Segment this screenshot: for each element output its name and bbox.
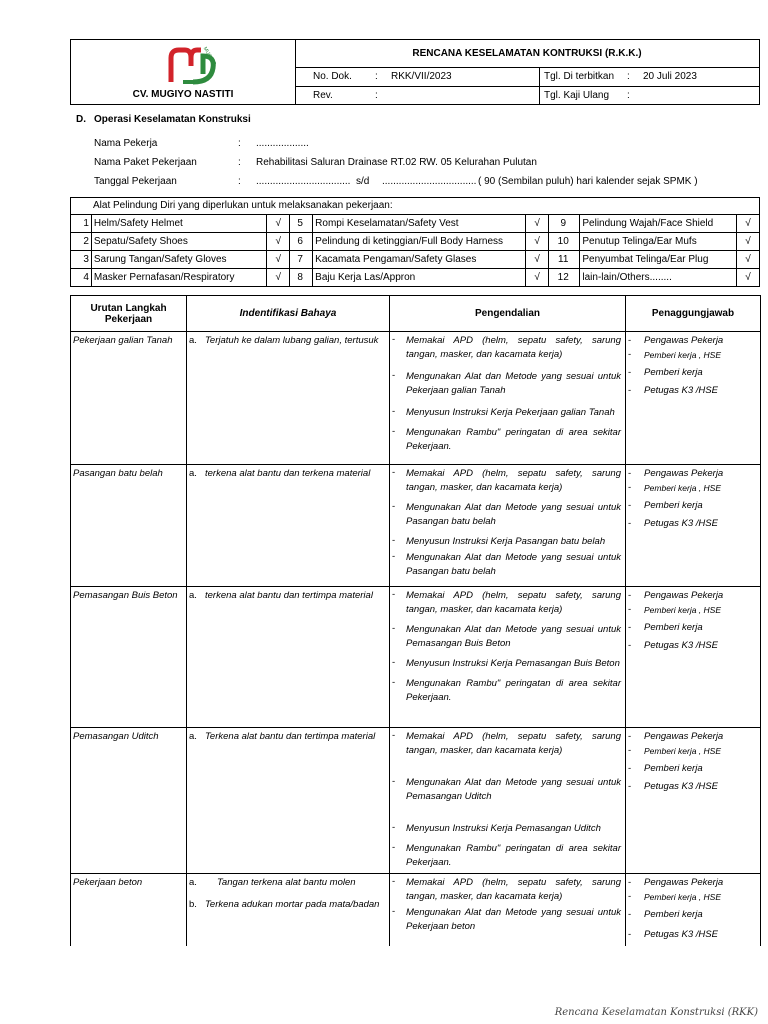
responsible-text: Pemberi kerja <box>644 763 703 774</box>
bullet-dash: - <box>628 891 632 902</box>
section-letter: D. <box>76 114 86 125</box>
work-step-label: Pekerjaan galian Tanah <box>73 335 173 346</box>
apd-number: 3 <box>71 251 92 269</box>
apd-number: 12 <box>549 269 580 287</box>
control-item <box>390 426 625 454</box>
control-text: Mengunakan Alat dan Metode yang sesuai untuk Pasangan batu belah <box>406 502 621 527</box>
apd-number: 2 <box>71 233 92 251</box>
apd-number: 9 <box>549 215 580 233</box>
bullet-dash: - <box>628 604 632 615</box>
company-logo <box>163 46 223 86</box>
bullet-dash: - <box>628 877 632 888</box>
bullet-dash: - <box>392 730 396 741</box>
control-text: Mengunakan Alat dan Metode yang sesuai untuk Pekerjaan beton <box>406 907 621 932</box>
hazard-item <box>187 334 389 348</box>
work-step-label: Pemasangan Buis Beton <box>73 590 178 601</box>
apd-item-label: Helm/Safety Helmet <box>91 215 266 233</box>
tanggal-end: .................................. <box>382 176 477 187</box>
bullet-dash: - <box>628 929 632 940</box>
hazard-item <box>187 876 389 890</box>
hazard-item <box>187 467 389 481</box>
control-text: Mengunakan Rambu" peringatan di area sekitar Pekerjaan. <box>406 678 621 703</box>
bullet-dash: - <box>628 590 632 601</box>
control-item <box>390 776 625 804</box>
control-item <box>390 730 625 758</box>
responsible-cell <box>626 332 761 465</box>
hazard-cell <box>187 587 390 728</box>
apd-check-mark: √ <box>736 215 759 233</box>
control-item <box>390 551 625 579</box>
col-hazard-header: Indentifikasi Bahaya <box>187 296 390 332</box>
control-text: Menyusun Instruksi Kerja Pemasangan Uditch <box>406 823 601 834</box>
responsible-item <box>626 334 760 348</box>
hazard-letter: a. <box>189 731 197 742</box>
bullet-dash: - <box>392 822 396 833</box>
no-dok-colon: : <box>375 71 378 82</box>
bullet-dash: - <box>392 467 396 478</box>
responsible-item <box>626 366 760 380</box>
apd-item-label: Pelindung di ketinggian/Full Body Harness <box>313 233 526 251</box>
hazard-cell <box>187 332 390 465</box>
col-step-header: Urutan Langkah Pekerjaan <box>71 296 187 332</box>
no-dok-label: No. Dok. <box>313 71 352 82</box>
tgl-kaji-label: Tgl. Kaji Ulang <box>544 90 610 101</box>
bullet-dash: - <box>392 842 396 853</box>
work-step <box>71 874 187 946</box>
responsible-item <box>626 762 760 776</box>
control-text: Memakai APD (helm, sepatu safety, sarung tangan, masker, dan kacamata kerja) <box>406 335 621 360</box>
rev-label: Rev. <box>313 90 333 101</box>
apd-number: 10 <box>549 233 580 251</box>
doc-title: RENCANA KESELAMATAN KONTRUKSI (R.K.K.) <box>412 48 642 59</box>
nama-paket-colon: : <box>238 157 241 168</box>
apd-check-mark: √ <box>267 215 290 233</box>
control-item <box>390 406 625 420</box>
hazard-text: terkena alat bantu dan tertimpa material <box>205 590 373 601</box>
work-step-label: Pemasangan Uditch <box>73 731 159 742</box>
page-footer: Rencana Keselamatan Konstruksi (RKK) <box>554 1007 758 1018</box>
responsible-text: Pemberi kerja , HSE <box>644 350 721 360</box>
apd-number: 1 <box>71 215 92 233</box>
bullet-dash: - <box>392 906 396 917</box>
apd-item-label: Rompi Keselamatan/Safety Vest <box>313 215 526 233</box>
apd-number: 8 <box>290 269 313 287</box>
apd-number: 5 <box>290 215 313 233</box>
apd-check-mark: √ <box>526 251 549 269</box>
responsible-text: Pemberi kerja <box>644 909 703 920</box>
hazard-item <box>187 589 389 603</box>
apd-check-mark: √ <box>526 215 549 233</box>
bullet-dash: - <box>628 500 632 511</box>
control-cell <box>390 332 626 465</box>
control-text: Memakai APD (helm, sepatu safety, sarung tangan, masker, dan kacamata kerja) <box>406 590 621 615</box>
hazard-item <box>187 730 389 744</box>
responsible-text: Pengawas Pekerja <box>644 468 724 479</box>
table-row <box>71 728 761 874</box>
responsible-item <box>626 876 760 890</box>
control-item <box>390 623 625 651</box>
apd-number: 11 <box>549 251 580 269</box>
responsible-cell <box>626 465 761 587</box>
responsible-text: Pengawas Pekerja <box>644 590 724 601</box>
responsible-text: Pengawas Pekerja <box>644 335 724 346</box>
hazard-text: Tangan terkena alat bantu molen <box>217 877 356 888</box>
responsible-item <box>626 744 760 758</box>
apd-title: Alat Pelindung Diri yang diperlukan untuk melaksanakan pekerjaan: <box>70 197 760 214</box>
apd-check-mark: √ <box>267 269 290 287</box>
bullet-dash: - <box>392 535 396 546</box>
apd-number: 4 <box>71 269 92 287</box>
work-step-label: Pasangan batu belah <box>73 468 163 479</box>
responsible-item <box>626 384 760 398</box>
bullet-dash: - <box>628 468 632 479</box>
bullet-dash: - <box>392 370 396 381</box>
bullet-dash: - <box>628 385 632 396</box>
apd-row <box>71 233 760 251</box>
control-item <box>390 876 625 904</box>
responsible-text: Petugas K3 /HSE <box>644 385 718 396</box>
control-text: Memakai APD (helm, sepatu safety, sarung tangan, masker, dan kacamata kerja) <box>406 731 621 756</box>
apd-item-label: Sepatu/Safety Shoes <box>91 233 266 251</box>
bullet-dash: - <box>392 334 396 345</box>
responsible-text: Pengawas Pekerja <box>644 731 724 742</box>
bullet-dash: - <box>628 763 632 774</box>
apd-item-label: Masker Pernafasan/Respiratory <box>91 269 266 287</box>
bullet-dash: - <box>392 501 396 512</box>
control-cell <box>390 465 626 587</box>
tanggal-sd: s/d <box>356 176 370 187</box>
apd-check-mark: √ <box>736 269 759 287</box>
hazard-table-wrap <box>70 295 760 946</box>
control-item <box>390 842 625 870</box>
apd-row <box>71 215 760 233</box>
control-item <box>390 370 625 398</box>
responsible-text: Pemberi kerja <box>644 500 703 511</box>
responsible-item <box>626 467 760 481</box>
bullet-dash: - <box>628 335 632 346</box>
control-text: Mengunakan Alat dan Metode yang sesuai untuk Pekerjaan galian Tanah <box>406 371 621 396</box>
nama-pekerja-value: ................... <box>256 138 309 149</box>
responsible-text: Pemberi kerja <box>644 622 703 633</box>
col-control-header: Pengendalian <box>390 296 626 332</box>
responsible-text: Petugas K3 /HSE <box>644 781 718 792</box>
responsible-text: Pemberi kerja , HSE <box>644 746 721 756</box>
responsible-item <box>626 780 760 794</box>
responsible-cell <box>626 728 761 874</box>
bullet-dash: - <box>628 482 632 493</box>
responsible-item <box>626 603 760 617</box>
apd-check-mark: √ <box>736 233 759 251</box>
bullet-dash: - <box>392 406 396 417</box>
control-item <box>390 677 625 705</box>
work-step <box>71 465 187 587</box>
responsible-item <box>626 908 760 922</box>
responsible-item <box>626 890 760 904</box>
responsible-item <box>626 589 760 603</box>
bullet-dash: - <box>392 426 396 437</box>
tanggal-start: .................................. <box>256 176 351 187</box>
bullet-dash: - <box>392 657 396 668</box>
control-cell <box>390 587 626 728</box>
nama-pekerja-label: Nama Pekerja <box>94 138 158 149</box>
apd-check-mark: √ <box>526 233 549 251</box>
bullet-dash: - <box>392 677 396 688</box>
logo-text: MUGIYO <box>201 46 218 67</box>
tgl-kaji-colon: : <box>627 90 630 101</box>
control-text: Menyusun Instruksi Kerja Pemasangan Buis Beton <box>406 658 620 669</box>
tanggal-colon: : <box>238 176 241 187</box>
bullet-dash: - <box>628 909 632 920</box>
hazard-table <box>70 295 761 946</box>
responsible-item <box>626 928 760 942</box>
nama-paket-label: Nama Paket Pekerjaan <box>94 157 197 168</box>
responsible-item <box>626 499 760 513</box>
tgl-terbit-label: Tgl. Di terbitkan <box>544 71 615 82</box>
responsible-item <box>626 730 760 744</box>
control-text: Mengunakan Alat dan Metode yang sesuai untuk Pemasangan Buis Beton <box>406 624 621 649</box>
control-item <box>390 535 625 549</box>
hazard-text: Terkena adukan mortar pada mata/badan <box>205 899 380 910</box>
no-dok-value: RKK/VII/2023 <box>391 71 452 82</box>
company-name: CV. MUGIYO NASTITI <box>132 89 234 100</box>
col-resp-header: Penaggungjawab <box>626 296 761 332</box>
apd-item-label: Sarung Tangan/Safety Gloves <box>91 251 266 269</box>
nama-paket-value: Rehabilitasi Saluran Drainase RT.02 RW. 05 Kelurahan Pulutan <box>256 157 537 168</box>
hazard-letter: b. <box>189 899 197 910</box>
hazard-cell <box>187 465 390 587</box>
bullet-dash: - <box>628 731 632 742</box>
tgl-terbit-colon: : <box>627 71 630 82</box>
control-item <box>390 657 625 671</box>
apd-number: 6 <box>290 233 313 251</box>
hazard-letter: a. <box>189 468 197 479</box>
responsible-item <box>626 517 760 531</box>
control-cell <box>390 874 626 946</box>
apd-check-mark: √ <box>526 269 549 287</box>
work-step <box>71 728 187 874</box>
apd-item-label: lain-lain/Others........ <box>580 269 737 287</box>
hazard-item <box>187 898 389 912</box>
apd-check-mark: √ <box>736 251 759 269</box>
responsible-text: Pemberi kerja , HSE <box>644 892 721 902</box>
bullet-dash: - <box>628 367 632 378</box>
tgl-terbit-value: 20 Juli 2023 <box>643 71 697 82</box>
hazard-cell <box>187 874 390 946</box>
bullet-dash: - <box>628 745 632 756</box>
responsible-text: Pengawas Pekerja <box>644 877 724 888</box>
bullet-dash: - <box>392 551 396 562</box>
apd-row <box>71 251 760 269</box>
document-header <box>70 39 760 105</box>
work-step-label: Pekerjaan beton <box>73 877 143 888</box>
responsible-item <box>626 348 760 362</box>
control-text: Mengunakan Alat dan Metode yang sesuai untuk Pemasangan Uditch <box>406 777 621 802</box>
responsible-text: Pemberi kerja , HSE <box>644 483 721 493</box>
apd-check-mark: √ <box>267 251 290 269</box>
control-text: Memakai APD (helm, sepatu safety, sarung tangan, masker, dan kacamata kerja) <box>406 877 621 902</box>
apd-table <box>70 214 760 287</box>
tanggal-note: ( 90 (Sembilan puluh) hari kalender sejak SPMK ) <box>478 176 698 187</box>
control-item <box>390 906 625 934</box>
control-cell <box>390 728 626 874</box>
apd-item-label: Penutup Telinga/Ear Mufs <box>580 233 737 251</box>
bullet-dash: - <box>392 776 396 787</box>
work-step <box>71 332 187 465</box>
control-text: Mengunakan Alat dan Metode yang sesuai untuk Pasangan batu belah <box>406 552 621 577</box>
control-item <box>390 501 625 529</box>
hazard-cell <box>187 728 390 874</box>
table-row <box>71 587 761 728</box>
apd-check-mark: √ <box>267 233 290 251</box>
bullet-dash: - <box>628 349 632 360</box>
logo-graphic <box>163 46 223 86</box>
bullet-dash: - <box>628 781 632 792</box>
control-text: Mengunakan Rambu" peringatan di area sekitar Pekerjaan. <box>406 427 621 452</box>
responsible-text: Petugas K3 /HSE <box>644 929 718 940</box>
apd-item-label: Kacamata Pengaman/Safety Glases <box>313 251 526 269</box>
hazard-text: Terkena alat bantu dan tertimpa material <box>205 731 376 742</box>
control-item <box>390 467 625 495</box>
hazard-text: terkena alat bantu dan terkena material <box>205 468 371 479</box>
bullet-dash: - <box>628 640 632 651</box>
apd-number: 7 <box>290 251 313 269</box>
bullet-dash: - <box>628 518 632 529</box>
hazard-letter: a. <box>189 590 197 601</box>
table-row <box>71 465 761 587</box>
control-text: Menyusun Instruksi Kerja Pasangan batu belah <box>406 536 606 547</box>
responsible-text: Petugas K3 /HSE <box>644 518 718 529</box>
apd-item-label: Pelindung Wajah/Face Shield <box>580 215 737 233</box>
section-title: Operasi Keselamatan Konstruksi <box>94 114 251 125</box>
control-text: Menyusun Instruksi Kerja Pekerjaan galian Tanah <box>406 407 615 418</box>
hazard-text: Terjatuh ke dalam lubang galian, tertusuk <box>205 335 379 346</box>
responsible-cell <box>626 587 761 728</box>
apd-row <box>71 269 760 287</box>
hazard-letter: a. <box>189 335 197 346</box>
table-row <box>71 874 761 946</box>
apd-section <box>70 197 760 287</box>
bullet-dash: - <box>392 623 396 634</box>
table-row <box>71 332 761 465</box>
bullet-dash: - <box>628 622 632 633</box>
control-text: Mengunakan Rambu" peringatan di area sekitar Pekerjaan. <box>406 843 621 868</box>
work-step <box>71 587 187 728</box>
nama-pekerja-colon: : <box>238 138 241 149</box>
hazard-letter: a. <box>189 877 197 888</box>
responsible-text: Petugas K3 /HSE <box>644 640 718 651</box>
control-item <box>390 589 625 617</box>
control-item <box>390 822 625 836</box>
responsible-text: Pemberi kerja <box>644 367 703 378</box>
control-item <box>390 334 625 362</box>
tanggal-label: Tanggal Pekerjaan <box>94 176 177 187</box>
responsible-text: Pemberi kerja , HSE <box>644 605 721 615</box>
rev-colon: : <box>375 90 378 101</box>
responsible-item <box>626 639 760 653</box>
responsible-item <box>626 481 760 495</box>
apd-item-label: Penyumbat Telinga/Ear Plug <box>580 251 737 269</box>
control-text: Memakai APD (helm, sepatu safety, sarung tangan, masker, dan kacamata kerja) <box>406 468 621 493</box>
apd-item-label: Baju Kerja Las/Appron <box>313 269 526 287</box>
bullet-dash: - <box>392 876 396 887</box>
bullet-dash: - <box>392 589 396 600</box>
responsible-cell <box>626 874 761 946</box>
responsible-item <box>626 621 760 635</box>
